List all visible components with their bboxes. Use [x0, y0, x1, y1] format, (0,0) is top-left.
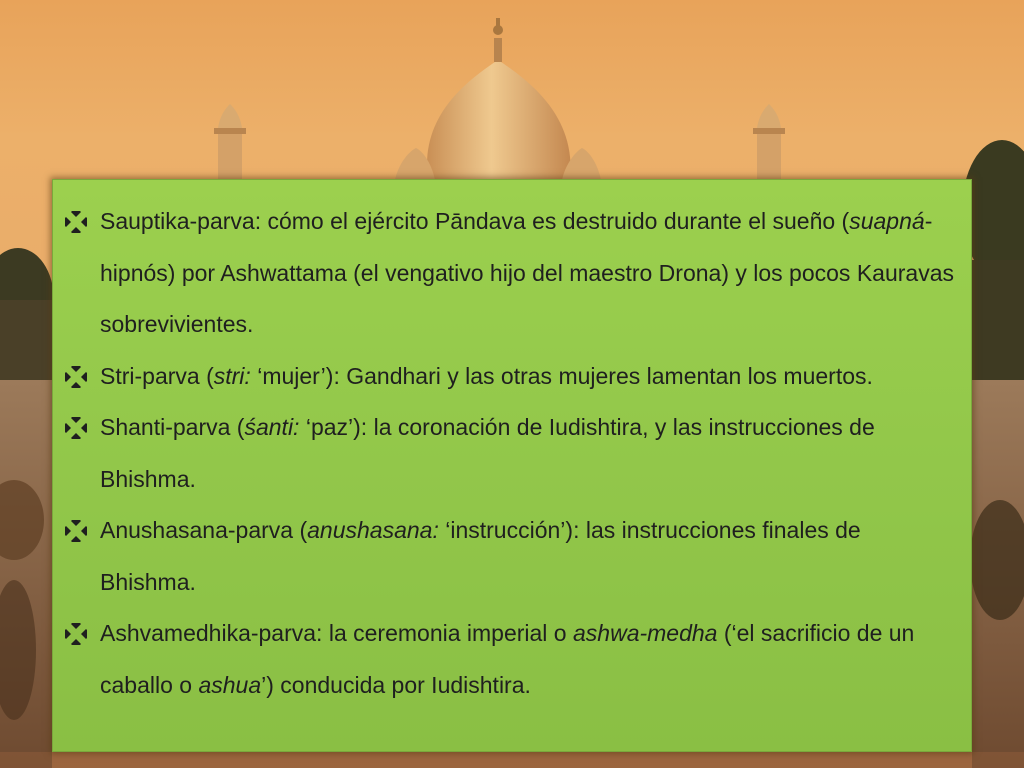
list-item-italic-text: stri:	[213, 362, 251, 389]
list-item	[53, 608, 957, 711]
list-item-text: ‘mujer’): Gandhari y las otras mujeres lamentan los muertos.	[250, 362, 873, 389]
list-item-text: Shanti-parva (	[100, 414, 245, 440]
four-diamond-bullet-icon	[65, 211, 87, 233]
list-item-text: Stri-parva (	[100, 362, 214, 389]
list-item-text: Sauptika-parva: cómo el ejército Pāndava es destruido durante el sueño (	[100, 208, 850, 234]
list-item	[53, 351, 957, 403]
four-diamond-bullet-icon	[65, 417, 87, 439]
list-item-italic-text: suapná	[849, 208, 925, 234]
list-item-italic-text: ashua	[198, 671, 262, 698]
list-item-text: (‘el sacrificio de un caballo o	[100, 620, 915, 698]
four-diamond-bullet-icon	[65, 366, 87, 388]
content-panel	[52, 179, 972, 752]
list-item-text: ‘instrucción’): las instrucciones finales de Bhishma.	[100, 517, 861, 595]
list-item-text: Ashvamedhika-parva: la ceremonia imperial o	[100, 620, 573, 646]
list-item	[53, 402, 957, 505]
list-item-text: -hipnós) por Ashwattama (el vengativo hijo del maestro Drona) y los pocos Kauravas sobrevivientes.	[100, 208, 954, 337]
list-item-italic-text: śanti:	[244, 414, 300, 440]
list-item-text: ‘paz’): la coronación de Iudishtira, y las instrucciones de Bhishma.	[100, 414, 875, 492]
four-diamond-bullet-icon	[65, 520, 87, 542]
list-item-text: Anushasana-parva (	[100, 517, 308, 543]
list-item	[53, 505, 957, 608]
list-item-italic-text: ashwa-medha	[573, 620, 718, 646]
four-diamond-bullet-icon	[65, 623, 87, 645]
list-item-italic-text: anushasana:	[307, 517, 439, 543]
list-item-text: ’) conducida por Iudishtira.	[261, 671, 531, 698]
list-item	[53, 196, 957, 351]
bullet-list	[53, 180, 971, 711]
